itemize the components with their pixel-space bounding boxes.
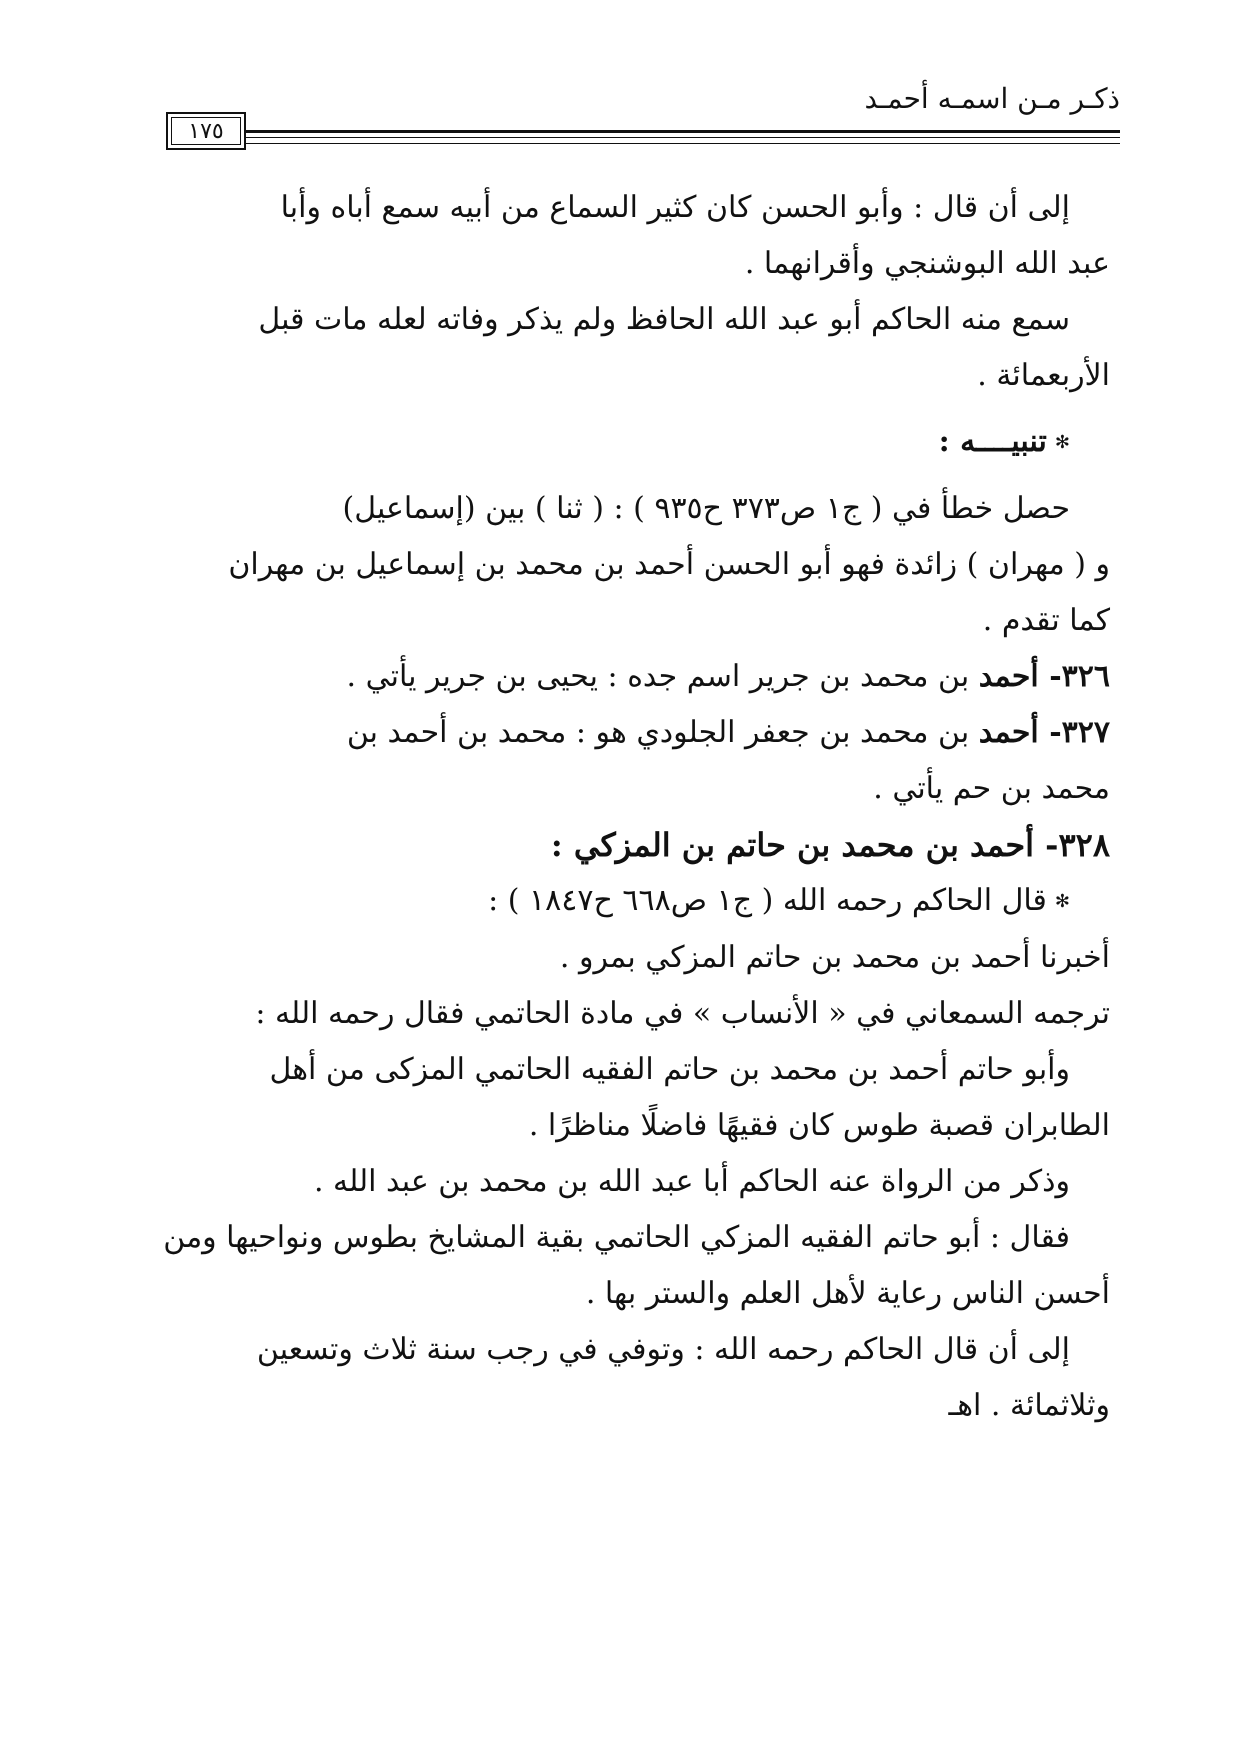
running-title: ذكـر مـن اسمـه أحمـد — [864, 82, 1120, 115]
paragraph-line: أحسن الناس رعاية لأهل العلم والستر بها . — [585, 1276, 1110, 1311]
paragraph-line: الأربعمائة . — [977, 358, 1110, 393]
hakim-intro-text: قال الحاكم رحمه الله ( ج١ ص٦٦٨ ح١٨٤٧ ) : — [488, 883, 1047, 918]
asterisk-icon: ✻ — [1054, 891, 1070, 912]
entry-text: بن محمد بن جرير اسم جده : يحيى بن جرير يأتي . — [346, 659, 979, 694]
paragraph-line: وذكر من الرواة عنه الحاكم أبا عبد الله بن محمد بن عبد الله . — [313, 1164, 1070, 1199]
paragraph-line: حصل خطأ في ( ج١ ص٣٧٣ ح٩٣٥ ) : ( ثنا ) بين (إسماعيل) — [342, 491, 1070, 526]
entry-328-heading: ٣٢٨- أحمد بن محمد بن حاتم بن المزكي : — [550, 826, 1110, 864]
paragraph-line: إلى أن قال : وأبو الحسن كان كثير السماع من أبيه سمع أباه وأبا — [280, 190, 1070, 225]
page-header — [160, 78, 1120, 148]
note-label: تنبيــــه : — [938, 424, 1047, 459]
entry-name: أحمد — [978, 659, 1039, 694]
hakim-intro — [150, 873, 1110, 930]
entry-number: ٣٢٧- — [1038, 715, 1110, 750]
paragraph-line: كما تقدم . — [982, 603, 1110, 638]
paragraph-line: الطابران قصبة طوس كان فقيهًا فاضلًا مناظرًا . — [528, 1108, 1110, 1143]
entry-text: بن محمد بن جعفر الجلودي هو : محمد بن أحمد بن — [346, 715, 979, 750]
asterisk-icon: ✻ — [1054, 432, 1070, 453]
page-body — [150, 180, 1110, 1434]
paragraph-line: أخبرنا أحمد بن محمد بن حاتم المزكي بمرو . — [559, 940, 1110, 975]
paragraph-line: ترجمه السمعاني في « الأنساب » في مادة الحاتمي فقال رحمه الله : — [255, 996, 1110, 1031]
paragraph-line: سمع منه الحاكم أبو عبد الله الحافظ ولم يذكر وفاته لعله مات قبل — [258, 302, 1070, 337]
paragraph-line: فقال : أبو حاتم الفقيه المزكي الحاتمي بقية المشايخ بطوس ونواحيها ومن — [163, 1220, 1070, 1255]
entry-327 — [150, 705, 1110, 761]
entry-number: ٣٢٦- — [1038, 659, 1110, 694]
paragraph-line: إلى أن قال الحاكم رحمه الله : وتوفي في رجب سنة ثلاث وتسعين — [256, 1332, 1070, 1367]
paragraph-line: محمد بن حم يأتي . — [873, 771, 1110, 806]
paragraph-line: وثلاثمائة . اهـ — [948, 1388, 1110, 1423]
header-rule — [244, 130, 1120, 144]
paragraph-line: و ( مهران ) زائدة فهو أبو الحسن أحمد بن محمد بن إسماعيل بن مهران — [228, 547, 1110, 582]
entry-326 — [150, 649, 1110, 705]
entry-name: أحمد — [978, 715, 1039, 750]
paragraph-line: عبد الله البوشنجي وأقرانهما . — [744, 246, 1110, 281]
paragraph-line: وأبو حاتم أحمد بن محمد بن حاتم الفقيه الحاتمي المزكى من أهل — [269, 1052, 1070, 1087]
note-heading — [150, 414, 1110, 471]
page-number-box — [166, 112, 246, 150]
page-number: ١٧٥ — [188, 118, 224, 144]
